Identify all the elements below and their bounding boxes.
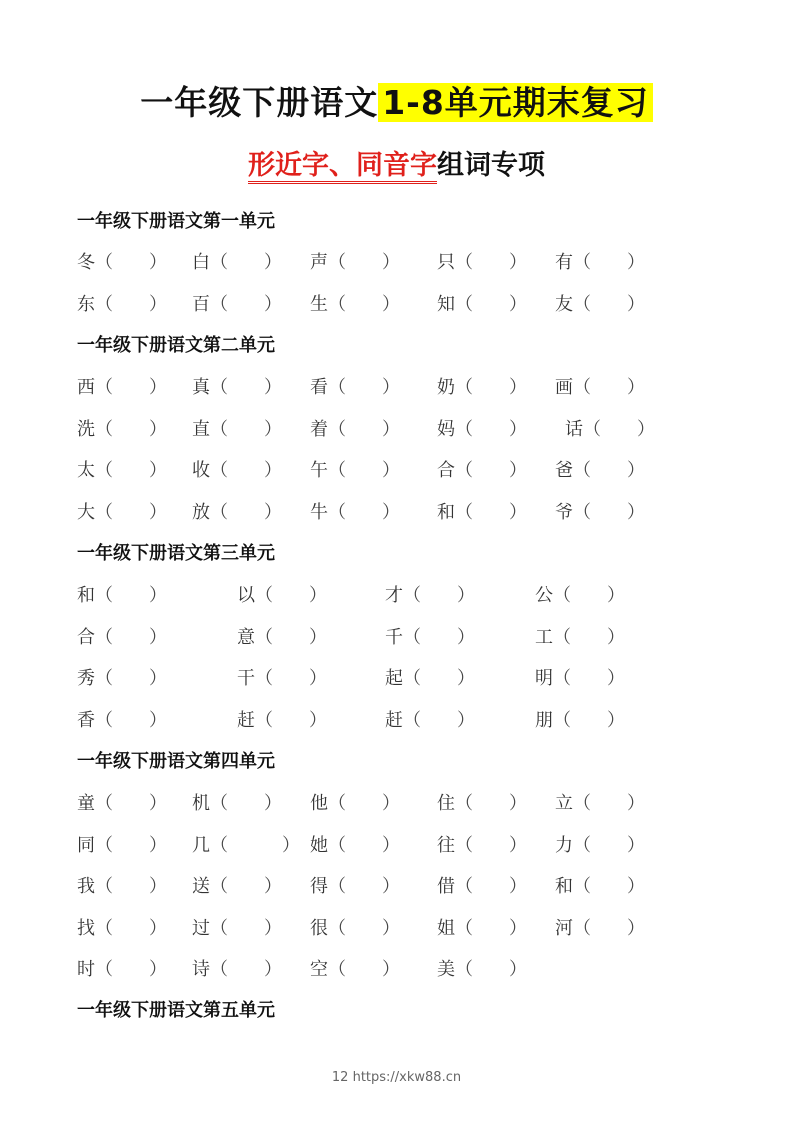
- character: 洗: [77, 418, 95, 440]
- answer-blank[interactable]: （ ）: [403, 668, 475, 690]
- character: 干: [237, 668, 255, 690]
- word-item: [437, 415, 527, 445]
- title-main: 一年级下册语文: [140, 83, 379, 122]
- word-item: [310, 373, 400, 403]
- word-item: [77, 248, 167, 278]
- word-item: [310, 415, 400, 445]
- word-item: [310, 914, 400, 944]
- character: 赶: [237, 709, 255, 731]
- character: 很: [310, 917, 328, 939]
- word-item: [192, 498, 282, 528]
- character: 冬: [77, 252, 95, 273]
- word-item: [237, 706, 327, 736]
- character: 美: [437, 959, 455, 981]
- answer-blank[interactable]: （ ）: [455, 377, 527, 398]
- word-item: [310, 498, 400, 528]
- answer-blank[interactable]: （ ）: [553, 585, 625, 606]
- answer-blank[interactable]: （ ）: [573, 377, 645, 398]
- character: 过: [192, 917, 210, 939]
- answer-blank[interactable]: （ ）: [95, 460, 167, 482]
- word-item: [535, 706, 625, 736]
- word-item: [192, 248, 282, 278]
- section-heading-unit-1: 一年级下册语文第一单元: [77, 211, 275, 232]
- answer-blank[interactable]: （ ）: [95, 876, 167, 898]
- answer-blank[interactable]: （ ）: [255, 709, 327, 731]
- answer-blank[interactable]: （ ）: [573, 834, 645, 856]
- character: 放: [192, 501, 210, 523]
- answer-blank[interactable]: （ ）: [210, 293, 282, 315]
- word-item: [437, 456, 527, 486]
- word-item: [77, 290, 167, 320]
- word-item: [555, 373, 645, 403]
- word-item: [192, 955, 282, 985]
- word-item: [437, 789, 527, 819]
- word-item: [192, 373, 282, 403]
- character: 诗: [192, 959, 210, 981]
- answer-blank[interactable]: （ ）: [455, 418, 527, 440]
- answer-blank[interactable]: （ ）: [553, 668, 625, 690]
- answer-blank[interactable]: （ ）: [328, 793, 400, 814]
- character: 和: [555, 876, 573, 898]
- subtitle-red: 形近字、同音字: [248, 150, 437, 184]
- word-item: [77, 581, 167, 611]
- word-item: [77, 456, 167, 486]
- word-item: [437, 831, 527, 861]
- word-row: [0, 415, 793, 445]
- answer-blank[interactable]: （ ）: [573, 460, 645, 482]
- character: 太: [77, 460, 95, 482]
- answer-blank[interactable]: （ ）: [95, 709, 167, 731]
- answer-blank[interactable]: （ ）: [403, 626, 475, 648]
- answer-blank[interactable]: （ ）: [328, 917, 400, 939]
- word-item: [437, 373, 527, 403]
- answer-blank[interactable]: （ ）: [210, 917, 282, 939]
- character: 白: [192, 252, 210, 273]
- answer-blank[interactable]: （ ）: [95, 917, 167, 939]
- word-item: [310, 789, 400, 819]
- word-row: [0, 498, 793, 528]
- section-heading-unit-5: 一年级下册语文第五单元: [77, 1000, 275, 1021]
- answer-blank[interactable]: （ ）: [210, 252, 282, 273]
- answer-blank[interactable]: （ ）: [455, 252, 527, 273]
- character: 她: [310, 834, 328, 856]
- character: 他: [310, 793, 328, 814]
- character: 赶: [385, 709, 403, 731]
- character: 机: [192, 793, 210, 814]
- word-item: [77, 623, 167, 653]
- character: 河: [555, 917, 573, 939]
- word-row: [0, 706, 793, 736]
- answer-blank[interactable]: （ ）: [573, 293, 645, 315]
- word-row: [0, 248, 793, 278]
- character: 看: [310, 377, 328, 398]
- character: 空: [310, 959, 328, 981]
- answer-blank[interactable]: （ ）: [210, 501, 282, 523]
- answer-blank[interactable]: （ ）: [328, 876, 400, 898]
- word-row: [0, 914, 793, 944]
- answer-blank[interactable]: （ ）: [210, 377, 282, 398]
- word-item: [437, 498, 527, 528]
- word-item: [555, 914, 645, 944]
- word-item: [437, 955, 527, 985]
- character: 找: [77, 917, 95, 939]
- word-item: [77, 664, 167, 694]
- character: 百: [192, 293, 210, 315]
- answer-blank[interactable]: （ ）: [255, 668, 327, 690]
- character: 往: [437, 834, 455, 856]
- character: 真: [192, 377, 210, 398]
- character: 合: [437, 460, 455, 482]
- answer-blank[interactable]: （ ）: [210, 793, 282, 814]
- answer-blank[interactable]: （ ）: [455, 501, 527, 523]
- character: 声: [310, 252, 328, 273]
- word-row: [0, 872, 793, 902]
- answer-blank[interactable]: （ ）: [95, 585, 167, 606]
- answer-blank[interactable]: （ ）: [328, 959, 400, 981]
- character: 时: [77, 959, 95, 981]
- subtitle-rest: 组词专项: [437, 150, 545, 181]
- answer-blank[interactable]: （ ）: [328, 834, 400, 856]
- word-row: [0, 290, 793, 320]
- answer-blank[interactable]: （ ）: [455, 293, 527, 315]
- character: 几: [192, 834, 210, 856]
- character: 合: [77, 626, 95, 648]
- answer-blank[interactable]: （ ）: [95, 252, 167, 273]
- character: 有: [555, 252, 573, 273]
- character: 画: [555, 377, 573, 398]
- word-item: [77, 831, 167, 861]
- character: 起: [385, 668, 403, 690]
- answer-blank[interactable]: （ ）: [455, 834, 527, 856]
- character: 公: [535, 585, 553, 606]
- answer-blank[interactable]: （ ）: [328, 501, 400, 523]
- word-row: [0, 373, 793, 403]
- word-item: [310, 456, 400, 486]
- answer-blank[interactable]: （ ）: [95, 626, 167, 648]
- answer-blank[interactable]: （ ）: [210, 834, 300, 856]
- word-row: [0, 664, 793, 694]
- word-item: [77, 706, 167, 736]
- answer-blank[interactable]: （ ）: [95, 418, 167, 440]
- character: 和: [77, 585, 95, 606]
- character: 力: [555, 834, 573, 856]
- answer-blank[interactable]: （ ）: [95, 834, 167, 856]
- word-item: [192, 872, 282, 902]
- answer-blank[interactable]: （ ）: [210, 876, 282, 898]
- word-item: [535, 664, 625, 694]
- character: 明: [535, 668, 553, 690]
- character: 妈: [437, 418, 455, 440]
- word-item: [385, 706, 475, 736]
- word-item: [437, 914, 527, 944]
- word-item: [192, 789, 282, 819]
- character: 得: [310, 876, 328, 898]
- character: 住: [437, 793, 455, 814]
- word-row: [0, 789, 793, 819]
- answer-blank[interactable]: （ ）: [95, 668, 167, 690]
- word-item: [310, 831, 400, 861]
- word-item: [437, 248, 527, 278]
- word-item: [310, 872, 400, 902]
- word-item: [310, 248, 400, 278]
- word-row: [0, 831, 793, 861]
- character: 姐: [437, 917, 455, 939]
- character: 千: [385, 626, 403, 648]
- character: 以: [237, 585, 255, 606]
- character: 话: [565, 418, 583, 440]
- word-item: [385, 581, 475, 611]
- word-item: [77, 415, 167, 445]
- page-subtitle: [0, 146, 793, 186]
- answer-blank[interactable]: （ ）: [455, 793, 527, 814]
- word-row: [0, 955, 793, 985]
- section-heading-unit-3: 一年级下册语文第三单元: [77, 543, 275, 564]
- answer-blank[interactable]: （ ）: [403, 709, 475, 731]
- character: 我: [77, 876, 95, 898]
- character: 童: [77, 793, 95, 814]
- answer-blank[interactable]: （ ）: [95, 793, 167, 814]
- word-item: [555, 498, 645, 528]
- answer-blank[interactable]: （ ）: [583, 418, 655, 440]
- character: 才: [385, 585, 403, 606]
- answer-blank[interactable]: （ ）: [328, 252, 400, 273]
- word-item: [437, 290, 527, 320]
- character: 爷: [555, 501, 573, 523]
- word-item: [437, 872, 527, 902]
- word-item: [237, 623, 327, 653]
- character: 借: [437, 876, 455, 898]
- word-item: [192, 456, 282, 486]
- answer-blank[interactable]: （ ）: [210, 959, 282, 981]
- answer-blank[interactable]: （ ）: [255, 626, 327, 648]
- character: 和: [437, 501, 455, 523]
- word-item: [535, 623, 625, 653]
- character: 收: [192, 460, 210, 482]
- answer-blank[interactable]: （ ）: [95, 501, 167, 523]
- word-item: [237, 581, 327, 611]
- section-heading-unit-2: 一年级下册语文第二单元: [77, 335, 275, 356]
- answer-blank[interactable]: （ ）: [573, 917, 645, 939]
- character: 送: [192, 876, 210, 898]
- answer-blank[interactable]: （ ）: [553, 626, 625, 648]
- answer-blank[interactable]: （ ）: [573, 793, 645, 814]
- answer-blank[interactable]: （ ）: [403, 585, 475, 606]
- section-heading-unit-4: 一年级下册语文第四单元: [77, 751, 275, 772]
- word-row: [0, 456, 793, 486]
- character: 直: [192, 418, 210, 440]
- character: 生: [310, 293, 328, 315]
- answer-blank[interactable]: （ ）: [573, 876, 645, 898]
- word-item: [192, 415, 282, 445]
- character: 西: [77, 377, 95, 398]
- character: 友: [555, 293, 573, 315]
- character: 立: [555, 793, 573, 814]
- word-item: [77, 914, 167, 944]
- answer-blank[interactable]: （ ）: [210, 460, 282, 482]
- answer-blank[interactable]: （ ）: [573, 252, 645, 273]
- answer-blank[interactable]: （ ）: [455, 876, 527, 898]
- word-item: [77, 789, 167, 819]
- character: 香: [77, 709, 95, 731]
- word-item: [385, 623, 475, 653]
- character: 朋: [535, 709, 553, 731]
- word-item: [310, 955, 400, 985]
- word-row: [0, 581, 793, 611]
- answer-blank[interactable]: （ ）: [255, 585, 327, 606]
- answer-blank[interactable]: （ ）: [573, 501, 645, 523]
- character: 意: [237, 626, 255, 648]
- character: 同: [77, 834, 95, 856]
- character: 工: [535, 626, 553, 648]
- word-item: [77, 955, 167, 985]
- word-item: [192, 290, 282, 320]
- answer-blank[interactable]: （ ）: [328, 418, 400, 440]
- answer-blank[interactable]: （ ）: [95, 377, 167, 398]
- answer-blank[interactable]: （ ）: [455, 460, 527, 482]
- character: 只: [437, 252, 455, 273]
- word-item: [535, 581, 625, 611]
- character: 午: [310, 460, 328, 482]
- word-item: [555, 248, 645, 278]
- word-item: [385, 664, 475, 694]
- character: 秀: [77, 668, 95, 690]
- answer-blank[interactable]: （ ）: [455, 917, 527, 939]
- word-row: [0, 623, 793, 653]
- word-item: [555, 789, 645, 819]
- title-highlight: 1-8单元期末复习: [378, 83, 653, 122]
- word-item: [310, 290, 400, 320]
- character: 奶: [437, 377, 455, 398]
- word-item: [555, 872, 645, 902]
- page-footer: 12 https://xkw88.cn: [331, 1070, 462, 1085]
- character: 爸: [555, 460, 573, 482]
- answer-blank[interactable]: （ ）: [328, 293, 400, 315]
- answer-blank[interactable]: （ ）: [95, 959, 167, 981]
- answer-blank[interactable]: （ ）: [328, 377, 400, 398]
- word-item: [565, 415, 655, 445]
- character: 知: [437, 293, 455, 315]
- character: 东: [77, 293, 95, 315]
- word-item: [77, 872, 167, 902]
- answer-blank[interactable]: （ ）: [553, 709, 625, 731]
- word-item: [192, 914, 282, 944]
- word-item: [555, 290, 645, 320]
- character: 大: [77, 501, 95, 523]
- answer-blank[interactable]: （ ）: [328, 460, 400, 482]
- answer-blank[interactable]: （ ）: [210, 418, 282, 440]
- answer-blank[interactable]: （ ）: [455, 959, 527, 981]
- answer-blank[interactable]: （ ）: [95, 293, 167, 315]
- word-item: [192, 831, 300, 861]
- word-item: [77, 373, 167, 403]
- word-item: [237, 664, 327, 694]
- character: 牛: [310, 501, 328, 523]
- word-item: [77, 498, 167, 528]
- word-item: [555, 831, 645, 861]
- page-title: [0, 74, 793, 132]
- character: 着: [310, 418, 328, 440]
- word-item: [555, 456, 645, 486]
